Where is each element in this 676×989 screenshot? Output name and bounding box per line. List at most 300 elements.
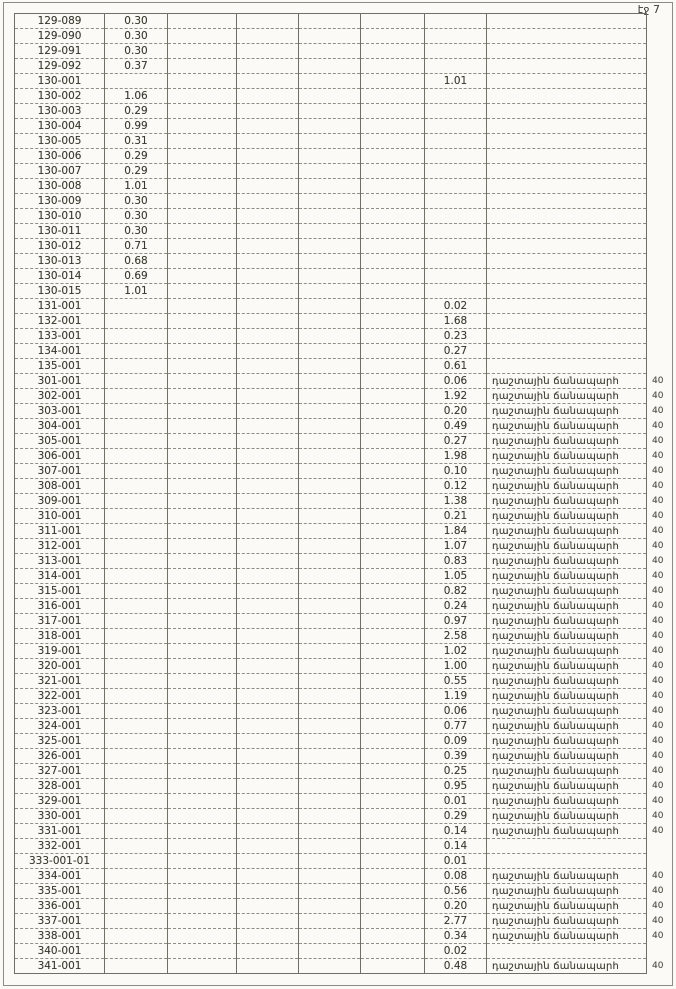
cell-length-2: 0.29 [425, 809, 487, 824]
table-row [15, 554, 665, 569]
cell-length-2: 0.55 [425, 674, 487, 689]
cell-empty [361, 869, 425, 884]
cell-empty [361, 194, 425, 209]
cell-empty [237, 419, 299, 434]
cell-empty [361, 224, 425, 239]
cell-empty [168, 899, 237, 914]
cell-empty [361, 119, 425, 134]
cell-road-type: դաշտային ճանապարհ [487, 959, 647, 974]
cell-road-type: դաշտային ճանապարհ [487, 719, 647, 734]
margin-mark: 40 [652, 901, 664, 911]
cell-segment-id: 130-007 [15, 164, 105, 179]
cell-empty [361, 959, 425, 974]
cell-length-1 [105, 959, 168, 974]
margin-mark: 40 [652, 631, 664, 641]
cell-empty [168, 194, 237, 209]
cell-empty [237, 59, 299, 74]
cell-length-1 [105, 599, 168, 614]
cell-empty [237, 44, 299, 59]
cell-length-2: 0.25 [425, 764, 487, 779]
cell-empty [361, 134, 425, 149]
cell-empty [168, 404, 237, 419]
table-row [15, 14, 665, 29]
cell-empty [237, 539, 299, 554]
table-row [15, 404, 665, 419]
cell-empty [299, 434, 361, 449]
cell-length-2: 1.19 [425, 689, 487, 704]
cell-empty [361, 59, 425, 74]
cell-length-2 [425, 269, 487, 284]
cell-empty [237, 839, 299, 854]
cell-empty [361, 824, 425, 839]
cell-segment-id: 133-001 [15, 329, 105, 344]
cell-road-type: դաշտային ճանապարհ [487, 734, 647, 749]
table-row [15, 359, 665, 374]
cell-road-type [487, 104, 647, 119]
margin-mark [647, 329, 665, 344]
cell-length-2 [425, 134, 487, 149]
cell-road-type: դաշտային ճանապարհ [487, 479, 647, 494]
cell-length-1: 0.30 [105, 14, 168, 29]
cell-length-1: 0.30 [105, 209, 168, 224]
cell-empty [299, 104, 361, 119]
cell-length-1 [105, 479, 168, 494]
cell-segment-id: 129-092 [15, 59, 105, 74]
cell-empty [299, 449, 361, 464]
cell-segment-id: 333-001-01 [15, 854, 105, 869]
cell-road-type [487, 854, 647, 869]
cell-road-type [487, 74, 647, 89]
cell-length-1: 0.31 [105, 134, 168, 149]
table-row [15, 944, 665, 959]
margin-mark: 40 [652, 961, 664, 971]
cell-empty [361, 494, 425, 509]
cell-empty [299, 494, 361, 509]
cell-empty [168, 629, 237, 644]
cell-segment-id: 315-001 [15, 584, 105, 599]
cell-empty [237, 629, 299, 644]
cell-empty [237, 179, 299, 194]
margin-mark [647, 119, 665, 134]
cell-segment-id: 317-001 [15, 614, 105, 629]
road-segments-table [14, 13, 665, 974]
cell-empty [361, 314, 425, 329]
cell-empty [237, 269, 299, 284]
table-row [15, 479, 665, 494]
cell-segment-id: 130-003 [15, 104, 105, 119]
cell-empty [299, 524, 361, 539]
table-row [15, 134, 665, 149]
table-row [15, 179, 665, 194]
margin-mark: 40 [652, 451, 664, 461]
cell-empty [168, 584, 237, 599]
margin-mark [647, 314, 665, 329]
cell-road-type: դաշտային ճանապարհ [487, 659, 647, 674]
cell-empty [361, 524, 425, 539]
cell-road-type: դաշտային ճանապարհ [487, 779, 647, 794]
cell-length-2: 1.38 [425, 494, 487, 509]
table-row [15, 284, 665, 299]
table-row [15, 329, 665, 344]
cell-road-type [487, 839, 647, 854]
cell-segment-id: 324-001 [15, 719, 105, 734]
cell-empty [168, 374, 237, 389]
cell-length-2 [425, 224, 487, 239]
margin-mark: 40 [652, 511, 664, 521]
cell-segment-id: 303-001 [15, 404, 105, 419]
cell-segment-id: 326-001 [15, 749, 105, 764]
table-row [15, 74, 665, 89]
cell-length-2: 0.02 [425, 944, 487, 959]
cell-empty [168, 689, 237, 704]
table-row [15, 449, 665, 464]
cell-empty [361, 284, 425, 299]
cell-road-type: դաշտային ճանապարհ [487, 599, 647, 614]
cell-length-1 [105, 659, 168, 674]
cell-empty [299, 929, 361, 944]
cell-empty [168, 224, 237, 239]
cell-length-1 [105, 914, 168, 929]
cell-length-1: 0.69 [105, 269, 168, 284]
cell-empty [361, 419, 425, 434]
cell-empty [237, 389, 299, 404]
cell-empty [237, 434, 299, 449]
margin-mark: 40 [652, 751, 664, 761]
cell-empty [168, 779, 237, 794]
table-row [15, 389, 665, 404]
cell-length-2: 0.20 [425, 404, 487, 419]
cell-empty [299, 344, 361, 359]
cell-segment-id: 132-001 [15, 314, 105, 329]
table-row [15, 509, 665, 524]
table-row [15, 149, 665, 164]
cell-empty [237, 209, 299, 224]
cell-length-2: 1.05 [425, 569, 487, 584]
cell-empty [299, 269, 361, 284]
cell-empty [361, 854, 425, 869]
cell-road-type: դաշտային ճանապարհ [487, 704, 647, 719]
cell-empty [299, 479, 361, 494]
cell-segment-id: 302-001 [15, 389, 105, 404]
margin-mark: 40 [652, 421, 664, 431]
margin-mark: 40 [652, 391, 664, 401]
cell-empty [299, 749, 361, 764]
cell-road-type: դաշտային ճանապարհ [487, 509, 647, 524]
cell-segment-id: 320-001 [15, 659, 105, 674]
cell-empty [299, 14, 361, 29]
cell-empty [168, 359, 237, 374]
cell-length-1 [105, 569, 168, 584]
cell-empty [168, 959, 237, 974]
table-row [15, 839, 665, 854]
margin-mark: 40 [652, 646, 664, 656]
cell-length-2: 0.34 [425, 929, 487, 944]
cell-empty [299, 719, 361, 734]
cell-segment-id: 322-001 [15, 689, 105, 704]
cell-empty [299, 224, 361, 239]
cell-road-type: դաշտային ճանապարհ [487, 884, 647, 899]
cell-empty [168, 599, 237, 614]
table-row [15, 224, 665, 239]
cell-road-type [487, 284, 647, 299]
cell-segment-id: 130-002 [15, 89, 105, 104]
table-row [15, 614, 665, 629]
cell-segment-id: 307-001 [15, 464, 105, 479]
cell-segment-id: 328-001 [15, 779, 105, 794]
cell-road-type: դաշտային ճանապարհ [487, 764, 647, 779]
table-row [15, 884, 665, 899]
margin-mark [647, 299, 665, 314]
cell-empty [237, 194, 299, 209]
cell-length-1: 0.68 [105, 254, 168, 269]
cell-empty [361, 614, 425, 629]
cell-length-1 [105, 464, 168, 479]
cell-empty [361, 929, 425, 944]
cell-length-1 [105, 434, 168, 449]
cell-road-type: դաշտային ճանապարհ [487, 584, 647, 599]
cell-empty [361, 14, 425, 29]
margin-mark: 40 [652, 496, 664, 506]
cell-empty [168, 59, 237, 74]
cell-empty [168, 89, 237, 104]
cell-road-type: դաշտային ճանապարհ [487, 419, 647, 434]
cell-length-2: 1.92 [425, 389, 487, 404]
cell-empty [361, 764, 425, 779]
cell-empty [361, 509, 425, 524]
cell-segment-id: 130-006 [15, 149, 105, 164]
cell-empty [168, 764, 237, 779]
cell-segment-id: 314-001 [15, 569, 105, 584]
cell-empty [168, 704, 237, 719]
cell-segment-id: 337-001 [15, 914, 105, 929]
table-row [15, 689, 665, 704]
margin-mark [647, 854, 665, 869]
cell-empty [361, 434, 425, 449]
cell-segment-id: 134-001 [15, 344, 105, 359]
cell-segment-id: 301-001 [15, 374, 105, 389]
cell-empty [168, 554, 237, 569]
cell-empty [361, 659, 425, 674]
cell-length-2: 1.98 [425, 449, 487, 464]
cell-length-2 [425, 44, 487, 59]
cell-empty [299, 779, 361, 794]
cell-length-1 [105, 419, 168, 434]
cell-empty [168, 389, 237, 404]
cell-length-2: 1.68 [425, 314, 487, 329]
table-row [15, 239, 665, 254]
cell-road-type: դաշտային ճանապարհ [487, 389, 647, 404]
cell-empty [299, 329, 361, 344]
cell-empty [299, 179, 361, 194]
cell-empty [361, 749, 425, 764]
cell-road-type: դաշտային ճանապարհ [487, 689, 647, 704]
cell-length-1 [105, 539, 168, 554]
cell-empty [168, 569, 237, 584]
cell-empty [237, 824, 299, 839]
cell-empty [168, 644, 237, 659]
cell-length-2: 0.14 [425, 824, 487, 839]
cell-empty [237, 644, 299, 659]
cell-empty [361, 674, 425, 689]
cell-length-2: 2.77 [425, 914, 487, 929]
cell-length-2: 2.58 [425, 629, 487, 644]
cell-empty [237, 674, 299, 689]
cell-segment-id: 304-001 [15, 419, 105, 434]
cell-length-2 [425, 254, 487, 269]
cell-empty [299, 59, 361, 74]
cell-empty [361, 779, 425, 794]
cell-road-type [487, 134, 647, 149]
margin-mark [647, 944, 665, 959]
cell-road-type [487, 944, 647, 959]
cell-empty [361, 569, 425, 584]
cell-empty [237, 299, 299, 314]
cell-road-type: դաշտային ճանապարհ [487, 404, 647, 419]
cell-empty [237, 794, 299, 809]
cell-empty [168, 284, 237, 299]
margin-mark: 40 [652, 436, 664, 446]
cell-empty [299, 629, 361, 644]
cell-empty [237, 884, 299, 899]
margin-mark [647, 194, 665, 209]
margin-mark: 40 [652, 706, 664, 716]
cell-empty [299, 824, 361, 839]
cell-empty [237, 779, 299, 794]
table-row [15, 914, 665, 929]
cell-empty [299, 959, 361, 974]
cell-length-1: 0.30 [105, 44, 168, 59]
cell-length-1 [105, 689, 168, 704]
cell-length-2: 0.12 [425, 479, 487, 494]
cell-empty [361, 29, 425, 44]
table-row [15, 344, 665, 359]
cell-empty [237, 509, 299, 524]
cell-segment-id: 130-010 [15, 209, 105, 224]
cell-length-1 [105, 674, 168, 689]
cell-empty [361, 149, 425, 164]
table-row [15, 419, 665, 434]
cell-empty [168, 869, 237, 884]
margin-mark: 40 [652, 886, 664, 896]
margin-mark: 40 [652, 781, 664, 791]
cell-length-1 [105, 719, 168, 734]
cell-empty [237, 464, 299, 479]
cell-length-1: 1.01 [105, 284, 168, 299]
table-row [15, 644, 665, 659]
cell-segment-id: 130-013 [15, 254, 105, 269]
cell-segment-id: 130-001 [15, 74, 105, 89]
cell-length-2 [425, 89, 487, 104]
cell-empty [237, 749, 299, 764]
cell-empty [361, 794, 425, 809]
cell-empty [237, 29, 299, 44]
cell-empty [168, 854, 237, 869]
cell-road-type: դաշտային ճանապարհ [487, 674, 647, 689]
cell-empty [299, 374, 361, 389]
cell-empty [361, 914, 425, 929]
cell-segment-id: 340-001 [15, 944, 105, 959]
cell-segment-id: 330-001 [15, 809, 105, 824]
cell-empty [299, 284, 361, 299]
margin-mark [647, 179, 665, 194]
page-number: էջ 7 [637, 3, 660, 16]
cell-empty [168, 479, 237, 494]
cell-empty [168, 329, 237, 344]
cell-segment-id: 129-091 [15, 44, 105, 59]
cell-length-1: 1.01 [105, 179, 168, 194]
table-row [15, 434, 665, 449]
cell-length-1 [105, 944, 168, 959]
margin-mark: 40 [652, 526, 664, 536]
cell-length-2: 0.77 [425, 719, 487, 734]
cell-empty [299, 839, 361, 854]
cell-empty [237, 854, 299, 869]
cell-empty [361, 839, 425, 854]
cell-length-1 [105, 344, 168, 359]
cell-segment-id: 336-001 [15, 899, 105, 914]
table-row [15, 254, 665, 269]
cell-empty [299, 764, 361, 779]
cell-empty [299, 74, 361, 89]
cell-segment-id: 130-014 [15, 269, 105, 284]
cell-length-2: 0.82 [425, 584, 487, 599]
cell-empty [168, 659, 237, 674]
cell-length-2 [425, 14, 487, 29]
margin-mark: 40 [652, 721, 664, 731]
cell-segment-id: 335-001 [15, 884, 105, 899]
cell-segment-id: 306-001 [15, 449, 105, 464]
cell-road-type [487, 194, 647, 209]
cell-empty [361, 74, 425, 89]
cell-empty [237, 314, 299, 329]
cell-empty [168, 719, 237, 734]
cell-empty [168, 464, 237, 479]
cell-empty [299, 359, 361, 374]
cell-segment-id: 321-001 [15, 674, 105, 689]
cell-length-2: 0.39 [425, 749, 487, 764]
cell-length-1: 0.37 [105, 59, 168, 74]
cell-length-2: 1.00 [425, 659, 487, 674]
cell-length-2: 0.95 [425, 779, 487, 794]
margin-mark: 40 [652, 616, 664, 626]
cell-segment-id: 329-001 [15, 794, 105, 809]
cell-length-1 [105, 869, 168, 884]
cell-empty [361, 479, 425, 494]
cell-empty [299, 119, 361, 134]
margin-mark: 40 [652, 556, 664, 566]
cell-empty [361, 389, 425, 404]
cell-segment-id: 130-009 [15, 194, 105, 209]
cell-length-2: 0.14 [425, 839, 487, 854]
cell-empty [168, 944, 237, 959]
cell-empty [299, 854, 361, 869]
cell-empty [361, 944, 425, 959]
table-row [15, 779, 665, 794]
cell-length-1 [105, 929, 168, 944]
cell-empty [361, 599, 425, 614]
cell-length-1 [105, 899, 168, 914]
table-row [15, 44, 665, 59]
cell-empty [168, 209, 237, 224]
cell-length-2: 0.24 [425, 599, 487, 614]
cell-empty [299, 794, 361, 809]
cell-road-type [487, 269, 647, 284]
table-row [15, 854, 665, 869]
cell-segment-id: 313-001 [15, 554, 105, 569]
cell-length-2: 0.27 [425, 344, 487, 359]
cell-road-type [487, 254, 647, 269]
cell-empty [237, 284, 299, 299]
